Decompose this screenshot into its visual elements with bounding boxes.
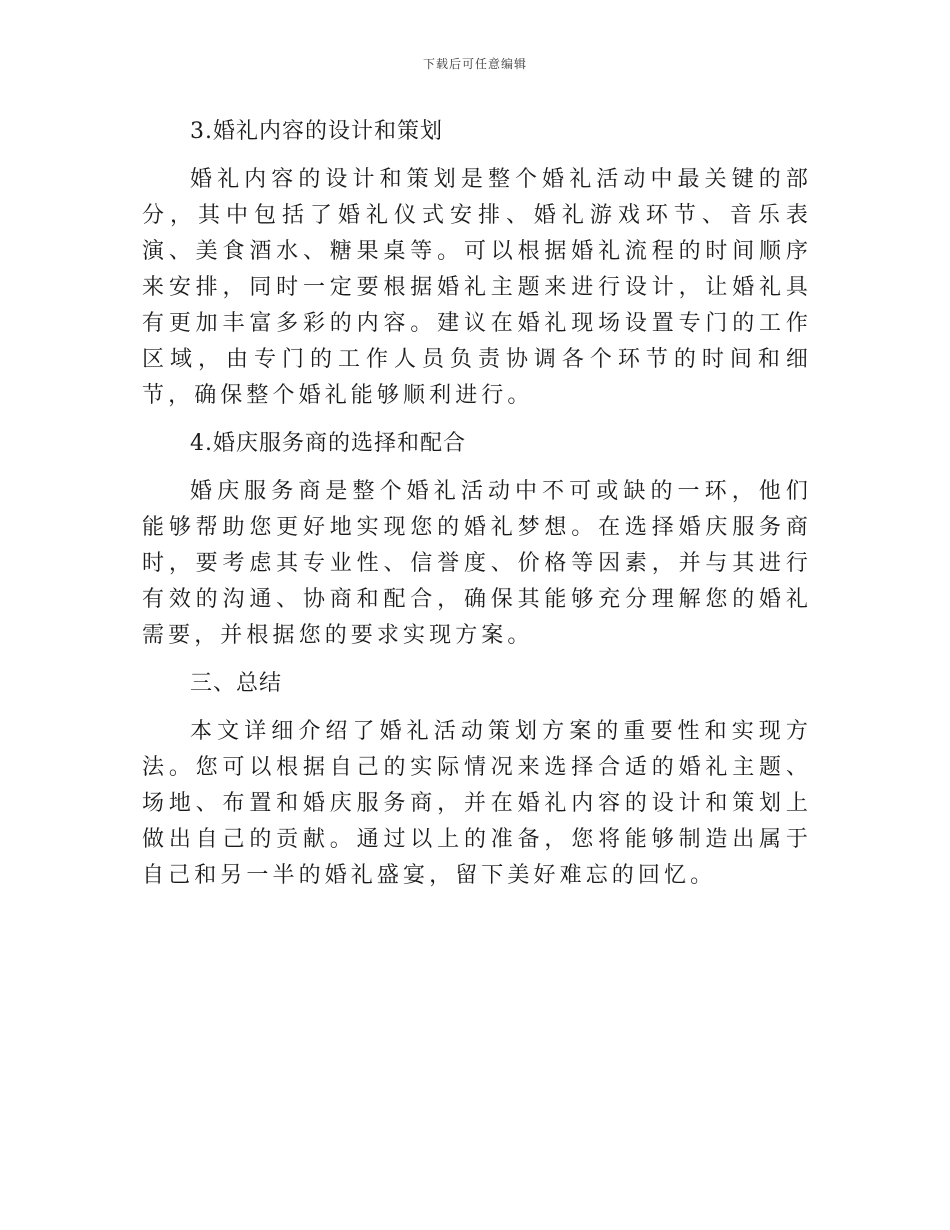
- section-wedding-content: [142, 116, 812, 414]
- section-summary: [142, 668, 812, 894]
- section-paragraph: 本文详细介绍了婚礼活动策划方案的重要性和实现方法。您可以根据自己的实际情况来选择合适的婚礼主题、场地、布置和婚庆服务商，并在婚礼内容的设计和策划上做出自己的贡献。通过以上的准备，您将能够制造出属于自己和另一半的婚礼盛宴，留下美好难忘的回忆。: [142, 719, 812, 888]
- document-body: [142, 116, 812, 908]
- page-header: 下载后可任意编辑: [422, 57, 527, 71]
- section-heading: 3.婚礼内容的设计和策划: [190, 119, 443, 144]
- section-heading: 三、总结: [190, 671, 283, 696]
- section-heading: 4.婚庆服务商的选择和配合: [190, 431, 466, 456]
- section-paragraph: 婚礼内容的设计和策划是整个婚礼活动中最关键的部分，其中包括了婚礼仪式安排、婚礼游戏环节、音乐表演、美食酒水、糖果桌等。可以根据婚礼流程的时间顺序来安排，同时一定要根据婚礼主题来进行设计，让婚礼具有更加丰富多彩的内容。建议在婚礼现场设置专门的工作区域，由专门的工作人员负责协调各个环节的时间和细节，确保整个婚礼能够顺利进行。: [142, 167, 812, 408]
- section-paragraph: 婚庆服务商是整个婚礼活动中不可或缺的一环，他们能够帮助您更好地实现您的婚礼梦想。在选择婚庆服务商时，要考虑其专业性、信誉度、价格等因素，并与其进行有效的沟通、协商和配合，确保其能够充分理解您的婚礼需要，并根据您的要求实现方案。: [142, 479, 812, 648]
- section-wedding-vendor: [142, 428, 812, 654]
